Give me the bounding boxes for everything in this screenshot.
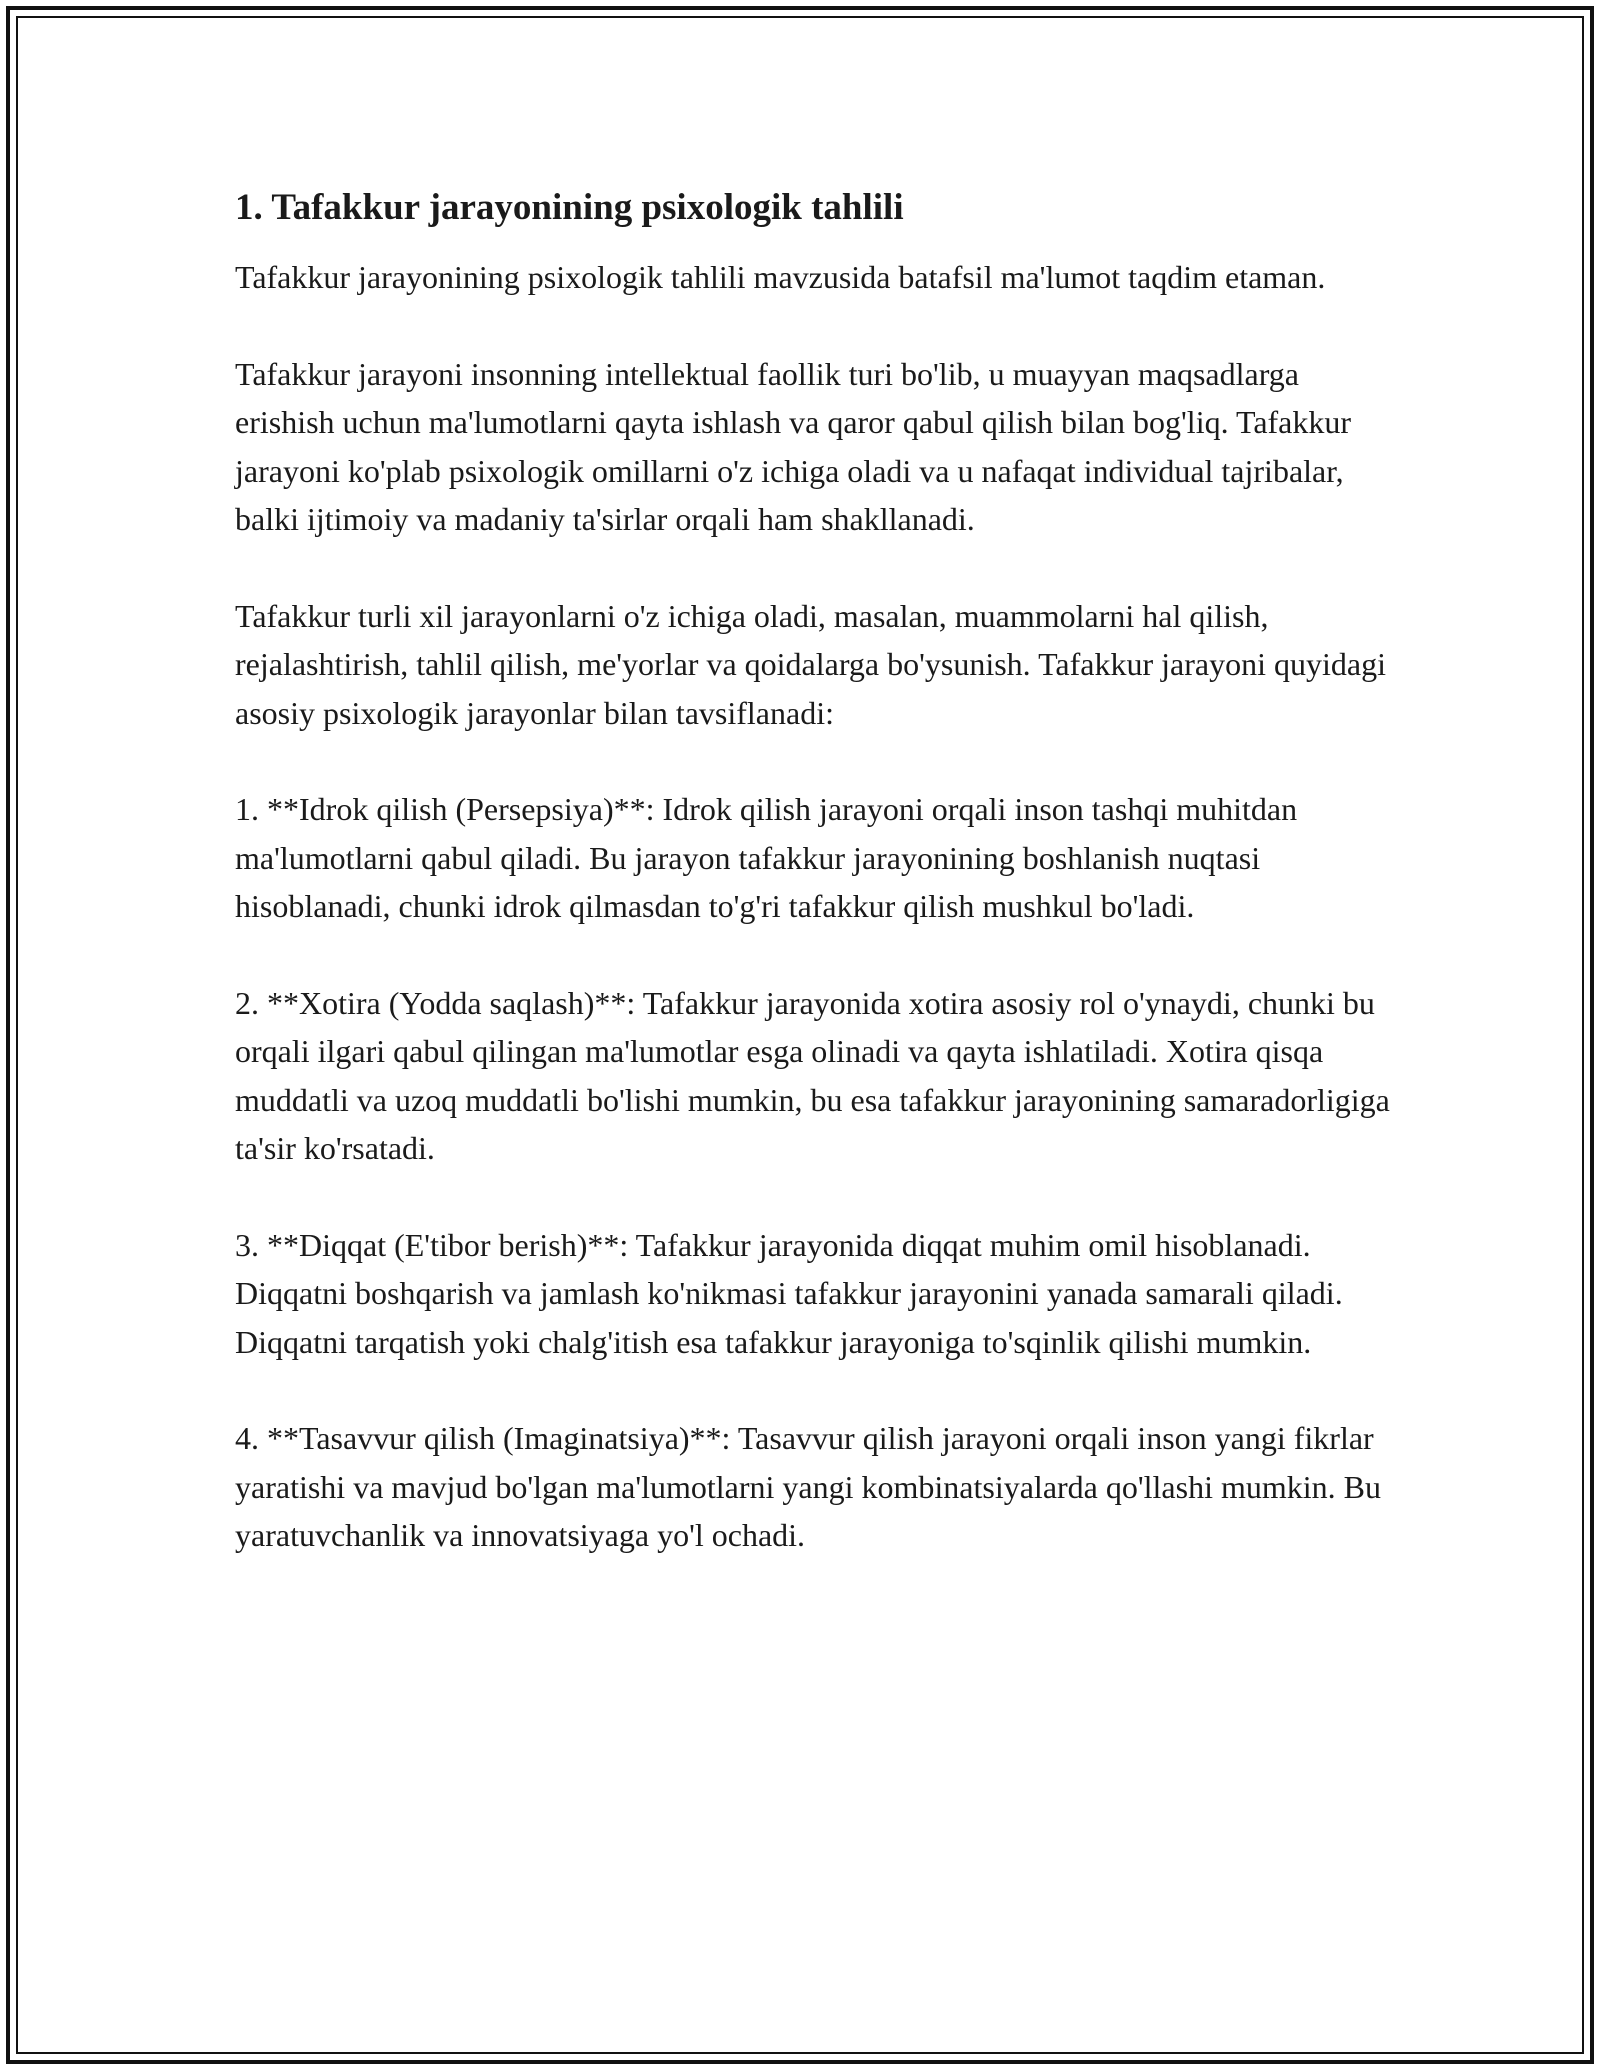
list-item-attention: 3. **Diqqat (E'tibor berish)**: Tafakkur jarayonida diqqat muhim omil hisoblanadi. Diqqatni boshqarish va jamlash ko'nikmasi tafakkur jarayonini yanada samarali qiladi. Diqqatni tarqatish yoki chalg'itish esa tafakkur jarayoniga to'sqinlik qilishi mumkin. <box>235 1226 1343 1360</box>
paragraph-definition: Tafakkur jarayoni insonning intellektual faollik turi bo'lib, u muayyan maqsadlarga erishish uchun ma'lumotlarni qayta ishlash va qaror qabul qilish bilan bog'liq. Tafakkur jarayoni ko'plab psixologik omillarni o'z ichiga oladi va u nafaqat individual tajribalar, balki ijtimoiy va madaniy ta'sirlar orqali ham shakllanadi. <box>235 355 1352 537</box>
document-title: 1. Tafakkur jarayonining psixologik tahlili <box>235 187 904 228</box>
list-item-imagination: 4. **Tasavvur qilish (Imaginatsiya)**: Tasavvur qilish jarayoni orqali inson yangi fikrlar yaratishi va mavjud bo'lgan ma'lumotlarni yangi kombinatsiyalarda qo'llashi mumkin. Bu yaratuvchanlik va innovatsiyaga yo'l ochadi. <box>235 1420 1381 1553</box>
list-item-perception: 1. **Idrok qilish (Persepsiya)**: Idrok qilish jarayoni orqali inson tashqi muhitdan ma'lumotlarni qabul qiladi. Bu jarayon tafakkur jarayonining boshlanish nuqtasi hisoblanadi, chunki idrok qilmasdan to'g'ri tafakkur qilish mushkul bo'ladi. <box>235 791 1298 924</box>
paragraph-processes: Tafakkur turli xil jarayonlarni o'z ichiga oladi, masalan, muammolarni hal qilish, rejalashtirish, tahlil qilish, me'yorlar va qoidalarga bo'ysunish. Tafakkur jarayoni quyidagi asosiy psixologik jarayonlar bilan tavsiflanadi: <box>235 597 1386 731</box>
paragraph-intro: Tafakkur jarayonining psixologik tahlili mavzusida batafsil ma'lumot taqdim etaman. <box>235 259 1326 295</box>
list-item-memory: 2. **Xotira (Yodda saqlash)**: Tafakkur jarayonida xotira asosiy rol o'ynaydi, chunki bu orqali ilgari qabul qilingan ma'lumotlar esga olinadi va qayta ishlatiladi. Xotira qisqa muddatli va uzoq muddatli bo'lishi mumkin, bu esa tafakkur jarayonining samaradorligiga ta'sir ko'rsatadi. <box>235 984 1390 1166</box>
document-body <box>235 185 1395 1560</box>
